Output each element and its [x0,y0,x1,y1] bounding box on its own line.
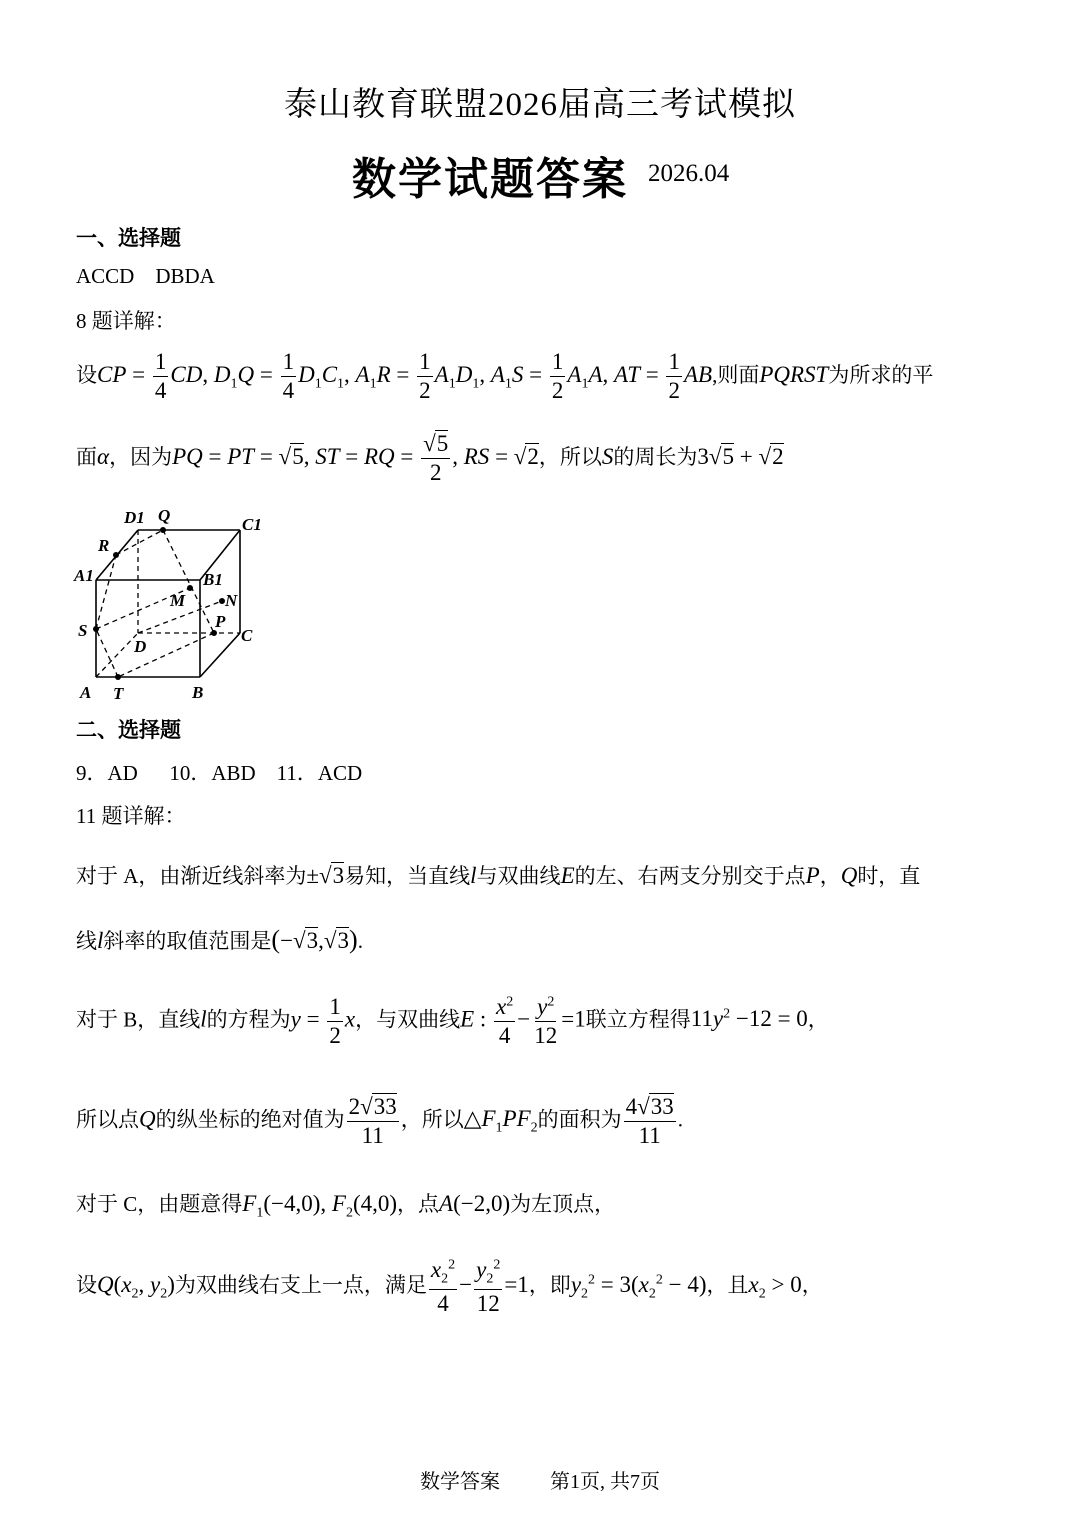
label-T: T [113,684,124,703]
label-C: C [241,626,253,645]
q8-title: 8 题详解： [76,309,176,333]
q11-partC-line2: 设$Q(x_2$, $y_2$)为双曲线右支上一点，满足 $\frac{x_2^2}{4}$ − $\frac{y_2^2}{12}$ =1，即$y_2^2 = 3(x_2^2 - 4)$，且$x_2 > 0$， [76,1257,823,1317]
choice-answers: ACCD DBDA [76,264,215,288]
exam-title: 泰山教育联盟2026届高三考试模拟 [284,87,796,123]
section-heading-choice: 一、选择题 [76,226,181,250]
label-S: S [78,621,88,640]
label-B: B [192,683,204,702]
multi-choice-answers: 9．AD 10．ABD 11．ACD [76,761,363,785]
label-Q: Q [158,506,171,525]
q11-partC-line1: 对于 C，由题意得$F_1(-4,0)$, $F_2(4,0)$，点A(−2,0)为左顶点， [76,1191,616,1221]
q11-partB-line2: 所以点Q的纵坐标的绝对值为 $\frac{2√33}{11}$ ，所以$\triangle F_1PF_2$的面积为 $\frac{4√33}{11}$ . [76,1094,683,1149]
label-A: A [80,683,92,702]
document-subtitle: 数学试题答案 [352,154,628,205]
cube-figure [72,505,272,705]
document-date: 2026.04 [648,160,730,187]
label-R: R [98,536,110,555]
label-A1: A1 [74,566,94,585]
q11-partA-line2: 线l斜率的取值范围是(−√3,√3). [76,925,363,954]
label-D1: D1 [124,508,145,527]
label-N: N [225,591,238,610]
q11-partB-line1: 对于 B，直线l的方程为y = $\frac{1}{2}$ x，与双曲线E : $\frac{x^2}{4}$ − $\frac{y^2}{12}$ =1联立方程得$11y^2 -12 = 0$， [76,994,829,1049]
label-M: M [170,591,186,610]
footer-page-number: 第1页, 共7页 [550,1471,660,1493]
section-heading-multi-choice: 二、选择题 [76,718,181,742]
label-C1: C1 [242,515,262,534]
q8-line2: 面α，因为PQ = PT = √5, ST = RQ = $\frac{√5}{2}$ , RS = √2，所以S的周长为3√5 + √2 [76,431,784,486]
label-B1: B1 [203,570,223,589]
footer-doc-name: 数学答案 [420,1471,500,1493]
page-footer [0,1465,1080,1494]
label-P: P [215,612,226,631]
q11-partA-line1: 对于 A，由渐近线斜率为±√3易知，当直线l与双曲线E的左、右两支分别交于点P，Q时，直 [76,863,921,888]
q11-title: 11 题详解： [76,804,186,828]
q8-line1: 设CP = $\frac{1}{4}$ CD, $D_1Q$ = $\frac{1}{4}$ $D_1C_1$, $A_1R$ = $\frac{1}{2}$ $A_1D_1$, $A_1S$ = $\frac{1}{2}$ $A_1A$, AT = $\frac{1}{2}$ AB,则面PQRST为所求的平 [76,349,934,404]
label-D: D [134,637,147,656]
